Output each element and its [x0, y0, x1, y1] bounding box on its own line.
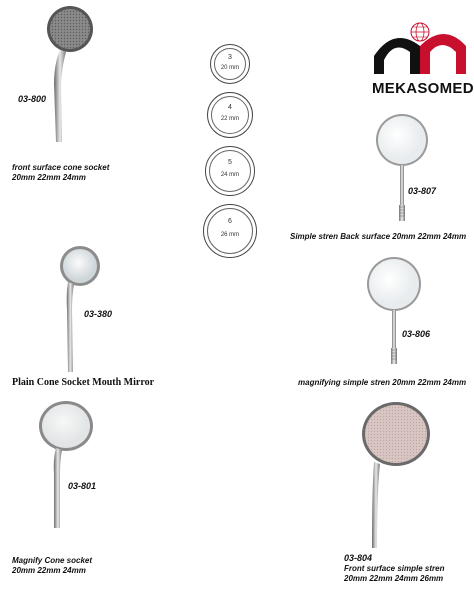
mouth-mirror-03-800-image [30, 4, 100, 144]
size-circle-3 [210, 44, 250, 84]
product-sizes: 20mm 22mm 24mm [12, 173, 86, 182]
size-mm: 24 mm [220, 172, 240, 178]
size-circle-4 [207, 92, 253, 138]
product-description: Plain Cone Socket Mouth Mirror [12, 377, 155, 388]
product-description: Front surface simple stren [344, 564, 445, 573]
product-description: magnifying simple stren 20mm 22mm 24mm [298, 378, 467, 387]
logo-mark-icon [370, 16, 470, 78]
size-mm: 22 mm [220, 116, 240, 122]
product-code: 03-807 [408, 186, 437, 196]
product-description: Simple stren Back surface 20mm 22mm 24mm [290, 232, 467, 241]
product-description: Magnify Cone socket [12, 556, 93, 565]
product-code: 03-800 [18, 94, 47, 104]
product-sizes: 20mm 22mm 24mm 26mm [344, 574, 444, 583]
size-mm: 20 mm [220, 65, 240, 71]
size-number: 3 [228, 54, 232, 61]
mouth-mirror-03-804-image [352, 400, 436, 550]
product-description: front surface cone socket [12, 163, 110, 172]
brand-logo [370, 16, 474, 97]
product-code: 03-804 [344, 553, 373, 563]
mouth-mirror-03-807-image [372, 110, 432, 222]
size-number: 5 [228, 159, 232, 166]
size-circle-5 [205, 146, 255, 196]
size-number: 4 [228, 104, 232, 111]
size-mm: 26 mm [220, 232, 240, 238]
brand-name: MEKASOMED [372, 80, 474, 97]
product-code: 03-801 [68, 481, 97, 491]
product-code: 03-806 [402, 329, 431, 339]
size-circle-6 [203, 204, 257, 258]
mouth-mirror-03-801-image [36, 398, 98, 530]
size-number: 6 [228, 218, 232, 225]
product-code: 03-380 [84, 309, 113, 319]
mouth-mirror-03-806-image [360, 254, 426, 366]
product-sizes: 20mm 22mm 24mm [12, 566, 86, 575]
